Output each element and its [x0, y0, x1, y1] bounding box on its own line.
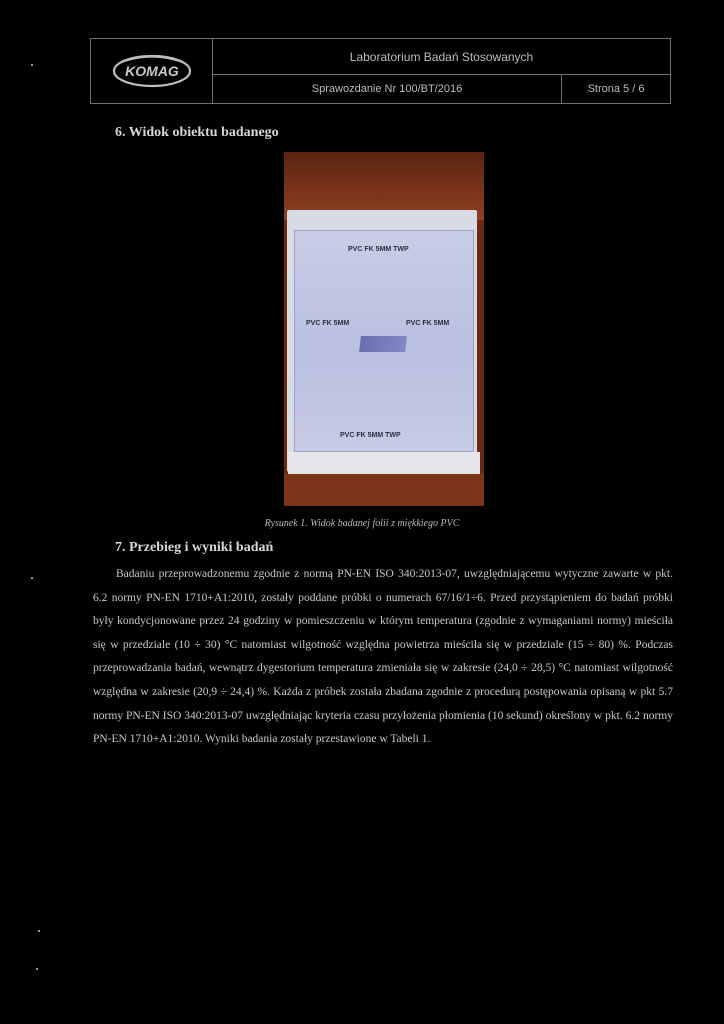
komag-logo — [112, 53, 192, 89]
photo-background-bottom — [284, 474, 484, 506]
scan-speck — [31, 64, 33, 66]
photo-label-right: PVC FK 5MM — [406, 320, 450, 327]
photo-sheet-bottom — [288, 452, 480, 474]
scan-speck — [36, 968, 38, 970]
object-photo — [284, 152, 484, 506]
scan-speck — [31, 577, 33, 579]
logo-text: KOMAG — [125, 63, 179, 79]
report-header — [90, 38, 671, 104]
photo-sample-strip — [359, 336, 407, 352]
report-number: Sprawozdanie Nr 100/BT/2016 — [213, 75, 562, 103]
section-heading-7: 7. Przebieg i wyniki badań — [115, 540, 274, 555]
figure-caption: Rysunek 1. Widok badanej folii z miękkiego PVC — [264, 518, 460, 529]
body-paragraph: Badaniu przeprowadzonemu zgodnie z normą PN-EN ISO 340:2013-07, uwzględniającemu wytyczne zawarte w pkt. 6.2 normy PN-EN 1710+A1:2010, zostały poddane próbki o numerach 67/16/1÷6. Przed przystąpieniem do badań próbki były kondycjonowane przez 24 godziny w pomieszczeniu w którym temperatura (zgodnie z wymaganiami normy) mieściła się w przedziale (10 ÷ 30) °C natomiast wilgotność względna powietrza mieściła się w przedziale (15 ÷ 80) %. Podczas przeprowadzania badań, wewnątrz dygestorium temperatura zmieniała się w zakresie (24,0 ÷ 28,5) °C natomiast wilgotność względna w zakresie (20,9 ÷ 24,4) %. Każda z próbek została zbadana zgodnie z procedurą postępowania opisaną w pkt 5.7 normy PN-EN ISO 340:2013-07 uwzględniając kryteria czasu przyłożenia płomienia (10 sekund) określony w pkt. 6.2 normy PN-EN 1710+A1:2010. Wyniki badania zostały przestawione w Tabeli 1. — [93, 568, 673, 746]
page-number: Strona 5 / 6 — [587, 83, 645, 95]
lab-name: Laboratorium Badań Stosowanych — [213, 39, 670, 75]
photo-label-bottom: PVC FK 5MM TWP — [340, 432, 401, 439]
logo-cell — [91, 39, 213, 103]
scan-speck — [38, 930, 40, 932]
photo-label-top: PVC FK 5MM TWP — [348, 246, 409, 253]
photo-label-left: PVC FK 5MM — [306, 320, 350, 327]
section-heading-6: 6. Widok obiektu badanego — [115, 125, 279, 140]
